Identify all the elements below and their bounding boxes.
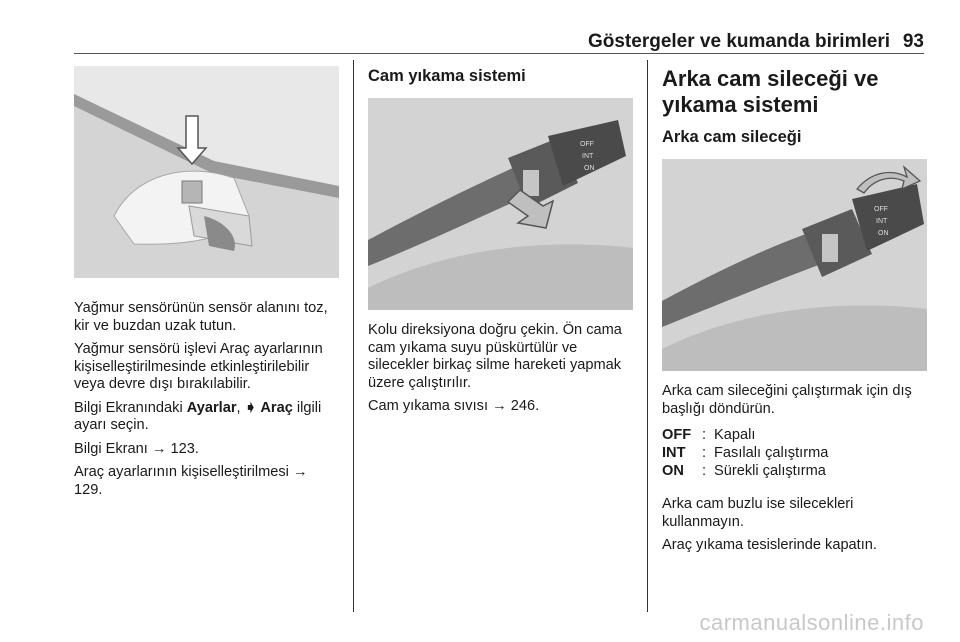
- menu-term: Ayarlar: [186, 399, 237, 416]
- svg-text:INT: INT: [582, 153, 594, 160]
- definition-row: [662, 444, 927, 462]
- paragraph: Arka cam sileceğini çalıştırmak için dış başlığı döndürün.: [662, 383, 912, 417]
- svg-text:ON: ON: [878, 230, 889, 237]
- header-title: Göstergeler ve kumanda birimleri: [587, 31, 890, 52]
- svg-text:OFF: OFF: [580, 141, 594, 148]
- definition-key: ON: [662, 463, 684, 479]
- text: Bilgi Ekranındaki: [74, 399, 187, 416]
- cross-reference: Bilgi Ekranı → 123.: [74, 440, 199, 457]
- column-2: [368, 66, 633, 422]
- definition-list: [662, 426, 927, 480]
- paragraph: Kolu direksiyona doğru çekin. Ön cama cam yıkama suyu püskürtülür ve silecekler birkaç silme hareketi yapmak üzere çalıştırılır.: [368, 322, 622, 391]
- paragraph: Araç yıkama tesislerinde kapatın.: [662, 537, 877, 553]
- definition-key: INT: [662, 445, 686, 461]
- cross-reference: Cam yıkama sıvısı → 246.: [368, 398, 540, 414]
- column-3: [662, 66, 927, 561]
- paragraph: [74, 400, 339, 435]
- definition-value: Sürekli çalıştırma: [714, 463, 826, 479]
- page-number: 93: [902, 31, 924, 52]
- definition-row: [662, 426, 927, 444]
- definition-row: [662, 462, 927, 480]
- svg-text:INT: INT: [876, 218, 888, 225]
- section-heading: Cam yıkama sistemi: [368, 67, 526, 85]
- cross-reference: Araç ayarlarının kişiselleştirilmesi → 129.: [74, 464, 308, 498]
- watermark: carmanualsonline.info: [699, 610, 924, 635]
- section-heading: Arka cam sileceği ve yıkama sistemi: [662, 66, 879, 117]
- definition-separator: :: [702, 427, 707, 443]
- column-divider: [647, 60, 648, 612]
- rear-wiper-lever-illustration: [662, 159, 927, 371]
- paragraph: Yağmur sensörü işlevi Araç ayarlarının kişiselleştirilmesinde etkinleştirilebilir veya devre dışı bırakılabilir.: [74, 341, 323, 392]
- washer-lever-illustration: [368, 98, 633, 310]
- text: ilgili ayarı seçin.: [74, 399, 322, 433]
- definition-value: Kapalı: [714, 427, 756, 443]
- paragraph: Yağmur sensörünün sensör alanını toz, kir ve buzdan uzak tutun.: [74, 300, 328, 334]
- column-1: [74, 66, 339, 505]
- header-rule: [74, 53, 924, 54]
- rain-sensor-illustration: [74, 66, 339, 278]
- subsection-heading: Arka cam sileceği: [662, 128, 802, 146]
- svg-text:ON: ON: [584, 165, 595, 172]
- definition-key: OFF: [662, 427, 692, 443]
- text: ,: [236, 399, 245, 416]
- svg-text:OFF: OFF: [874, 206, 888, 213]
- definition-separator: :: [702, 463, 707, 479]
- paragraph: Arka cam buzlu ise silecekleri kullanmayın.: [662, 496, 854, 530]
- arrow-icon: ➧: [244, 399, 257, 416]
- definition-separator: :: [702, 445, 707, 461]
- definition-value: Fasılalı çalıştırma: [714, 445, 829, 461]
- column-divider: [353, 60, 354, 612]
- menu-term: Araç: [256, 399, 293, 416]
